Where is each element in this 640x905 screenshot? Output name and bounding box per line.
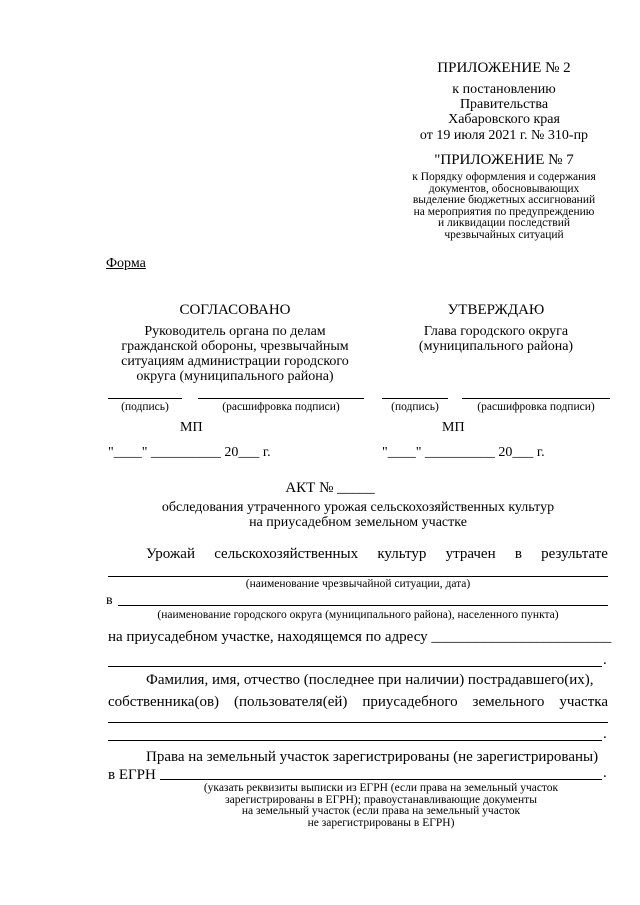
act-subtitle-line: обследования утраченного урожая сельскохозяйственных культур — [161, 500, 555, 515]
decode-label-left: (расшифровка подписи) — [222, 401, 340, 413]
loss-word: культур — [377, 546, 427, 562]
stamp-right: МП — [442, 420, 465, 435]
appendix-line: Правительства — [459, 97, 549, 112]
address-line: на приусадебном участке, находящемся по адресу ________________________ — [108, 629, 612, 645]
act-subtitle — [108, 500, 608, 530]
address-continuation-line — [108, 666, 602, 667]
egrn-period: . — [603, 765, 607, 781]
location-hint: (наименование городского округа (муниципального района), населенного пункта) — [157, 609, 559, 621]
appendix-date: от 19 июля 2021 г. № 310-пр — [419, 128, 589, 143]
appendix-sub-lines — [404, 172, 604, 241]
approval-left-line: гражданской обороны, чрезвычайным — [121, 339, 349, 354]
appendix-line: Хабаровского края — [448, 112, 560, 127]
egrn-fill-line — [160, 779, 602, 780]
egrn-hint-line: не зарегистрированы в ЕГРН) — [307, 816, 455, 829]
approval-right-position — [384, 324, 608, 354]
act-title: АКТ № _____ — [285, 480, 375, 496]
approval-left-line: ситуациям администрации городского — [121, 354, 349, 369]
loss-word: Урожай — [146, 546, 195, 562]
loss-word: утрачен — [445, 546, 496, 562]
form-label: Форма — [106, 256, 146, 271]
owner-word: участка — [559, 694, 608, 710]
owner-word: приусадебного — [362, 694, 458, 710]
approval-right-heading: УТВЕРЖДАЮ — [447, 302, 545, 318]
appendix-sub-line: чрезвычайных ситуаций — [444, 228, 564, 241]
appendix-sub-title: "ПРИЛОЖЕНИЕ № 7 — [434, 152, 574, 168]
appendix-sub-line: к Порядку оформления и содержания — [412, 171, 596, 183]
owner-fill-line — [108, 740, 602, 741]
loss-word: в — [514, 546, 522, 562]
appendix-resolution — [404, 82, 604, 127]
egrn-hint — [160, 783, 602, 829]
emergency-hint: (наименование чрезвычайной ситуации, дата) — [245, 578, 471, 590]
appendix-sub-line: на мероприятия по предупреждению — [413, 205, 595, 218]
rights-line: Права на земельный участок зарегистрированы (не зарегистрированы) — [146, 749, 599, 765]
act-subtitle-line: на приусадебном земельном участке — [249, 515, 467, 530]
fio-line: Фамилия, имя, отчество (последнее при наличии) пострадавшего(их), — [146, 672, 594, 688]
appendix-sub-line: и ликвидации последствий — [437, 217, 571, 229]
loss-sentence — [146, 546, 608, 562]
appendix-sub-line: документов, обосновывающих — [428, 182, 580, 195]
in-prefix: в — [106, 593, 113, 608]
approval-left-heading: СОГЛАСОВАНО — [179, 302, 291, 318]
approval-left-line: округа (муниципального района) — [136, 369, 334, 384]
appendix-sub-line: выделение бюджетных ассигнований — [412, 194, 596, 206]
approval-right-line: (муниципального района) — [418, 339, 574, 354]
stamp-left: МП — [180, 420, 203, 435]
date-line-left: "____" __________ 20___ г. — [108, 445, 271, 460]
egrn-hint-line: на земельный участок (если права на земельный участок — [241, 805, 521, 817]
signature-line — [382, 398, 448, 399]
signature-label-left: (подпись) — [121, 401, 169, 413]
loss-word: сельскохозяйственных — [214, 546, 359, 562]
address-period: . — [603, 652, 607, 668]
date-line-right: "____" __________ 20___ г. — [382, 445, 545, 460]
approval-left-line: Руководитель органа по делам — [144, 324, 326, 339]
egrn-hint-line: зарегистрированы в ЕГРН); правоустанавливающие документы — [225, 793, 537, 806]
emergency-line — [108, 576, 608, 577]
egrn-hint-line: (указать реквизиты выписки из ЕГРН (если права на земельный участок — [203, 782, 559, 794]
egrn-prefix: в ЕГРН — [108, 767, 156, 783]
signature-label-right: (подпись) — [391, 401, 439, 413]
signature-line — [108, 398, 182, 399]
signature-decode-line — [198, 398, 364, 399]
owner-word: собственника(ов) — [108, 694, 220, 710]
loss-word: результате — [541, 546, 608, 562]
location-line — [118, 605, 608, 606]
appendix-title: ПРИЛОЖЕНИЕ № 2 — [437, 60, 571, 76]
appendix-line: к постановлению — [452, 82, 556, 97]
decode-label-right: (расшифровка подписи) — [477, 401, 595, 413]
owner-sentence — [108, 694, 608, 710]
signature-decode-line — [462, 398, 610, 399]
owner-fill-line — [108, 722, 608, 723]
approval-left-position — [110, 324, 360, 384]
owner-word: (пользователя(ей) — [233, 694, 348, 710]
owner-period: . — [603, 726, 607, 742]
approval-right-line: Глава городского округа — [423, 324, 569, 339]
owner-word: земельного — [472, 694, 545, 710]
